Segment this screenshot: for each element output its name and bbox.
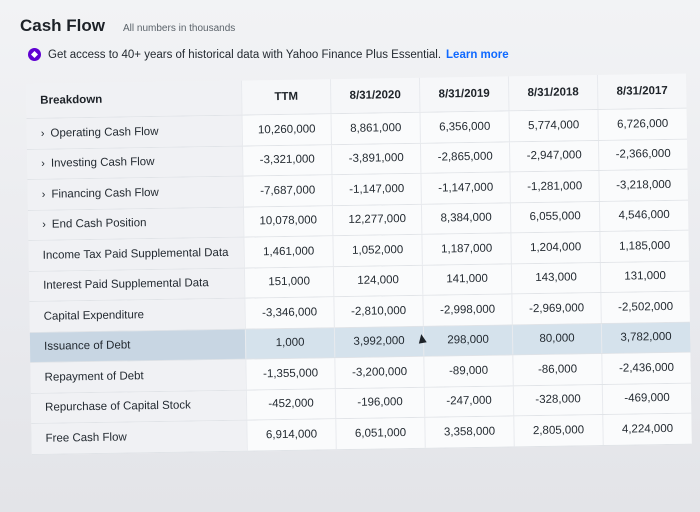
value-cell: -1,281,000 bbox=[509, 171, 598, 202]
row-label-text: Financing Cash Flow bbox=[51, 186, 159, 201]
column-header-period: TTM bbox=[241, 79, 331, 114]
value-cell: -1,355,000 bbox=[245, 358, 334, 389]
row-label-text: End Cash Position bbox=[51, 217, 147, 231]
value-cell: 10,078,000 bbox=[243, 206, 332, 237]
value-cell: 8,861,000 bbox=[331, 113, 420, 144]
row-label[interactable] bbox=[27, 116, 242, 149]
value-cell: 4,224,000 bbox=[602, 414, 691, 445]
value-cell: 12,277,000 bbox=[332, 204, 421, 235]
row-label-text: Repayment of Debt bbox=[44, 369, 144, 384]
value-cell: 6,914,000 bbox=[246, 419, 335, 450]
value-cell: 3,358,000 bbox=[424, 416, 513, 447]
row-label bbox=[31, 390, 246, 423]
row-label-text: Free Cash Flow bbox=[45, 431, 127, 445]
value-cell: -2,810,000 bbox=[333, 296, 422, 327]
value-cell: 3,782,000 bbox=[601, 322, 690, 353]
page-header bbox=[20, 16, 235, 36]
value-cell: -2,436,000 bbox=[601, 353, 690, 384]
chevron-right-icon[interactable]: › bbox=[42, 218, 46, 232]
row-label bbox=[29, 299, 244, 332]
value-cell: 6,726,000 bbox=[597, 109, 686, 140]
value-cell: -2,366,000 bbox=[598, 139, 687, 170]
value-cell: -2,998,000 bbox=[422, 294, 511, 325]
value-cell: 3,992,000 bbox=[334, 326, 423, 357]
value-cell: 298,000 bbox=[423, 325, 512, 356]
row-label[interactable] bbox=[28, 207, 243, 240]
value-cell: 141,000 bbox=[422, 264, 511, 295]
row-label bbox=[28, 238, 243, 271]
row-label bbox=[30, 329, 245, 362]
value-cell: 1,187,000 bbox=[421, 233, 510, 264]
value-cell: 1,000 bbox=[245, 328, 334, 359]
row-label-text: Repurchase of Capital Stock bbox=[44, 399, 191, 414]
page-title: Cash Flow bbox=[20, 16, 106, 35]
row-label-text: Operating Cash Flow bbox=[50, 125, 159, 140]
row-label-text: Issuance of Debt bbox=[44, 339, 131, 353]
chevron-right-icon[interactable]: › bbox=[41, 157, 46, 171]
value-cell: -469,000 bbox=[602, 383, 691, 414]
premium-diamond-icon bbox=[28, 48, 41, 61]
value-cell: -328,000 bbox=[513, 384, 602, 415]
row-label bbox=[31, 421, 246, 454]
learn-more-link[interactable]: Learn more bbox=[446, 48, 509, 61]
value-cell: -2,947,000 bbox=[509, 141, 598, 172]
column-header-period: 8/31/2017 bbox=[597, 74, 687, 109]
value-cell: 1,461,000 bbox=[243, 236, 332, 267]
value-cell: 8,384,000 bbox=[421, 203, 510, 234]
value-cell: 10,260,000 bbox=[242, 114, 331, 145]
row-label-text: Income Tax Paid Supplemental Data bbox=[42, 246, 229, 262]
value-cell: -452,000 bbox=[246, 389, 335, 420]
value-cell: -2,865,000 bbox=[420, 142, 509, 173]
row-label[interactable] bbox=[27, 146, 242, 179]
promo-banner bbox=[28, 48, 509, 61]
chevron-right-icon[interactable]: › bbox=[40, 127, 45, 140]
value-cell: -3,200,000 bbox=[334, 357, 423, 388]
value-cell: -3,346,000 bbox=[244, 297, 333, 328]
row-label bbox=[30, 360, 245, 393]
row-label bbox=[29, 268, 244, 301]
value-cell: 5,774,000 bbox=[508, 110, 597, 141]
value-cell: -3,891,000 bbox=[331, 143, 420, 174]
value-cell: -1,147,000 bbox=[420, 172, 509, 203]
row-label-text: Interest Paid Supplemental Data bbox=[43, 277, 209, 293]
value-cell: 4,546,000 bbox=[599, 200, 688, 231]
row-label[interactable] bbox=[28, 177, 243, 210]
value-cell: 6,051,000 bbox=[335, 418, 424, 449]
row-label-text: Investing Cash Flow bbox=[50, 156, 155, 170]
value-cell: -3,321,000 bbox=[242, 145, 331, 176]
value-cell: 131,000 bbox=[600, 261, 689, 292]
row-label-text: Capital Expenditure bbox=[43, 308, 145, 323]
value-cell: 143,000 bbox=[511, 263, 600, 294]
value-cell: 1,185,000 bbox=[599, 231, 688, 262]
value-cell: -3,218,000 bbox=[598, 170, 687, 201]
value-cell: -86,000 bbox=[512, 354, 601, 385]
value-cell: -2,502,000 bbox=[600, 292, 689, 323]
value-cell: 6,356,000 bbox=[420, 111, 509, 142]
value-cell: 80,000 bbox=[512, 324, 601, 355]
column-header-breakdown: Breakdown bbox=[26, 81, 242, 118]
value-cell: -89,000 bbox=[423, 355, 512, 386]
promo-text: Get access to 40+ years of historical data with Yahoo Finance Plus Essential. bbox=[48, 48, 442, 61]
value-cell: -2,969,000 bbox=[511, 293, 600, 324]
value-cell: 6,055,000 bbox=[510, 202, 599, 233]
units-note: All numbers in thousands bbox=[123, 23, 236, 34]
value-cell: 124,000 bbox=[333, 265, 422, 296]
column-header-period: 8/31/2020 bbox=[330, 78, 420, 113]
value-cell: 151,000 bbox=[244, 267, 333, 298]
value-cell: -247,000 bbox=[424, 386, 513, 417]
column-header-period: 8/31/2019 bbox=[419, 76, 509, 111]
value-cell: 2,805,000 bbox=[513, 415, 602, 446]
value-cell: 1,052,000 bbox=[332, 235, 421, 266]
value-cell: 1,204,000 bbox=[510, 232, 599, 263]
chevron-right-icon[interactable]: › bbox=[41, 188, 46, 201]
cash-flow-table bbox=[26, 74, 692, 455]
value-cell: -196,000 bbox=[335, 387, 424, 418]
value-cell: -1,147,000 bbox=[331, 174, 420, 205]
value-cell: -7,687,000 bbox=[242, 175, 331, 206]
column-header-period: 8/31/2018 bbox=[508, 75, 598, 110]
mouse-cursor-icon bbox=[417, 333, 426, 343]
